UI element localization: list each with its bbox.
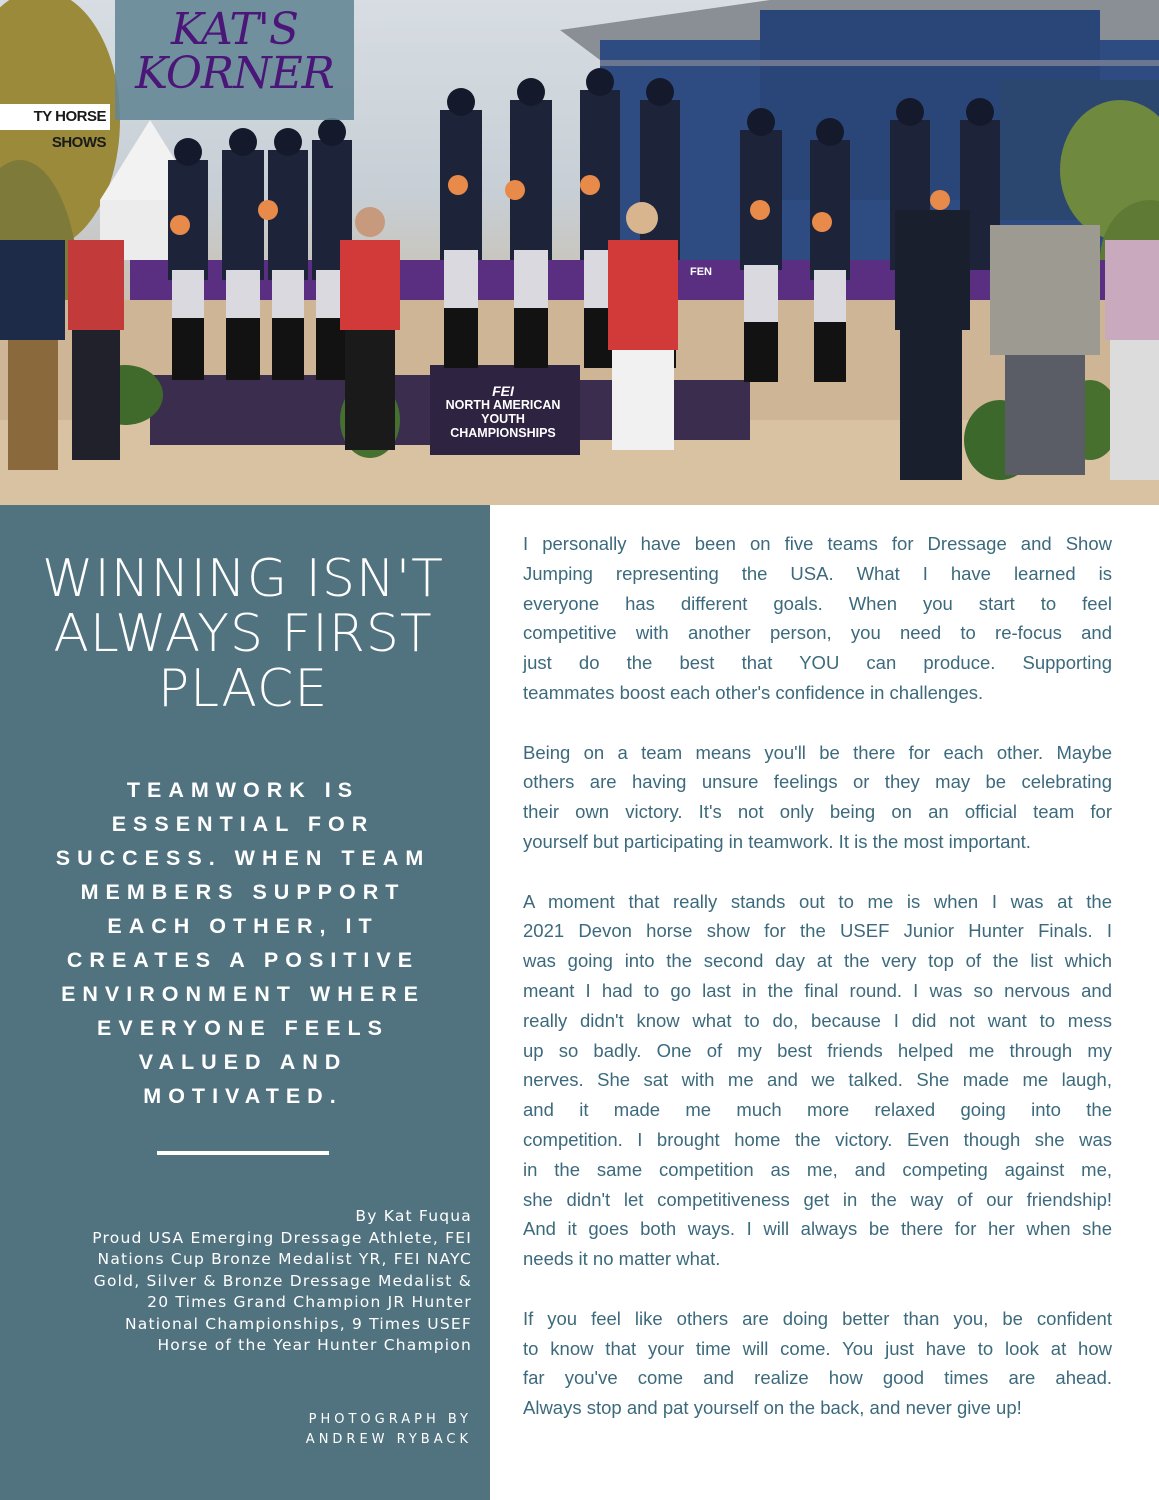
article-line: really didn't know what to do, because I did not want to mess: [523, 1009, 1112, 1031]
logo-line-1: KAT'S: [170, 4, 299, 55]
horse-shows-sign: TY HORSE SHOWS: [0, 104, 110, 130]
headline-line: PLACE: [157, 659, 329, 719]
logo-text: [115, 4, 354, 99]
byline-line: Horse of the Year Hunter Champion: [157, 1336, 472, 1354]
pull-quote-line: SUCCESS. WHEN TEAM: [55, 846, 431, 870]
article-line: and it made me much more relaxed going into the: [523, 1099, 1112, 1121]
byline-line: Gold, Silver & Bronze Dressage Medalist &: [93, 1271, 472, 1290]
article-line: up so badly. One of my best friends helped me through my: [523, 1039, 1112, 1061]
pull-quote-line: TEAMWORK IS: [126, 778, 360, 802]
credit-line: ANDREW RYBACK: [305, 1432, 472, 1447]
article-line: to know that your time will come. You just have to look at how: [523, 1337, 1112, 1359]
article-line: was going into the second day at the very top of the list which: [523, 950, 1112, 972]
article-line: Jumping representing the USA. What I have learned is: [523, 562, 1112, 584]
pull-quote-line: EACH OTHER, IT: [107, 914, 379, 938]
pull-quote-line: EVERYONE FEELS: [97, 1016, 389, 1040]
pull-quote-line: MOTIVATED.: [143, 1084, 343, 1108]
kats-korner-logo: [115, 0, 354, 120]
article-line: she didn't let competitiveness get in the way of our friendship!: [523, 1188, 1112, 1210]
article-line: And it goes both ways. I will always be there for her when she: [523, 1218, 1112, 1240]
article-line: 2021 Devon horse show for the USEF Junior Hunter Finals. I: [523, 920, 1112, 942]
article-line: I personally have been on five teams for Dressage and Show: [523, 533, 1112, 554]
article-body: [523, 529, 1112, 1423]
article-line: everyone has different goals. When you start to feel: [523, 592, 1112, 614]
pull-quote-line: ESSENTIAL FOR: [111, 812, 375, 836]
byline-line: Nations Cup Bronze Medalist YR, FEI NAYC: [97, 1250, 472, 1268]
pull-quote-line: VALUED AND: [138, 1050, 348, 1074]
byline-line: 20 Times Grand Champion JR Hunter: [147, 1293, 472, 1311]
article-line: nerves. She sat with me and we talked. She made me laugh,: [523, 1069, 1112, 1091]
article-line: Being on a team means you'll be there for each other. Maybe: [523, 741, 1112, 763]
podium-line: NORTH AMERICAN: [445, 398, 561, 412]
logo-line-2: KORNER: [135, 48, 334, 99]
credit-line: PHOTOGRAPH BY: [308, 1412, 472, 1427]
headline-line: WINNING ISN'T: [42, 549, 444, 609]
article-line: just do the best that YOU can produce. Supporting: [523, 652, 1112, 674]
headline-line: ALWAYS FIRST: [53, 604, 433, 664]
article-line: in the same competition as me, and competing against me,: [523, 1158, 1112, 1180]
pull-quote-line: MEMBERS SUPPORT: [80, 880, 406, 904]
article-paragraph-4: [523, 1304, 1112, 1423]
byline-line: Proud USA Emerging Dressage Athlete, FEI: [92, 1228, 472, 1247]
banner-text: FEN: [690, 266, 712, 278]
podium-fei-text: FEI: [492, 383, 514, 399]
article-line: others are having unsure feelings or they may be celebrating: [523, 771, 1112, 793]
article-line: Always stop and pat yourself on the back, and never give up!: [523, 1397, 1022, 1419]
author-byline: [30, 1206, 472, 1357]
podium-line: YOUTH: [481, 412, 525, 426]
byline-line: By Kat Fuqua: [355, 1207, 472, 1225]
article-paragraph-2: [523, 738, 1112, 857]
article-line: teammates boost each other's confidence in challenges.: [523, 681, 984, 703]
sidebar-panel: [0, 505, 490, 1500]
article-paragraph-3: [523, 887, 1112, 1274]
article-line: needs it no matter what.: [523, 1248, 721, 1270]
article-line: A moment that really stands out to me is when I was at the: [523, 890, 1112, 912]
article-line: If you feel like others are doing better than you, be confident: [523, 1307, 1112, 1329]
podium-sign: [440, 384, 566, 440]
article-line: competition. I brought home the victory. Even though she was: [523, 1128, 1112, 1150]
pull-quote-line: ENVIRONMENT WHERE: [61, 982, 425, 1006]
article-line: competitive with another person, you need to re-focus and: [523, 622, 1112, 644]
article-line: meant I had to go last in the final round. I was so nervous and: [523, 979, 1112, 1001]
article-line: their own victory. It's not only being on an official team for: [523, 801, 1112, 823]
article-line: yourself but participating in teamwork. It is the most important.: [523, 830, 1031, 852]
podium-line: CHAMPIONSHIPS: [450, 426, 556, 440]
hero-photo: [0, 0, 1159, 505]
article-paragraph-1: [523, 529, 1112, 708]
divider-line: [157, 1151, 329, 1155]
article-headline: [0, 549, 486, 719]
pull-quote: [30, 773, 456, 1113]
photo-credit: [200, 1410, 472, 1450]
pull-quote-line: CREATES A POSITIVE: [66, 948, 420, 972]
byline-line: National Championships, 9 Times USEF: [124, 1314, 472, 1333]
article-line: far you've come and realize how good times are ahead.: [523, 1367, 1112, 1389]
